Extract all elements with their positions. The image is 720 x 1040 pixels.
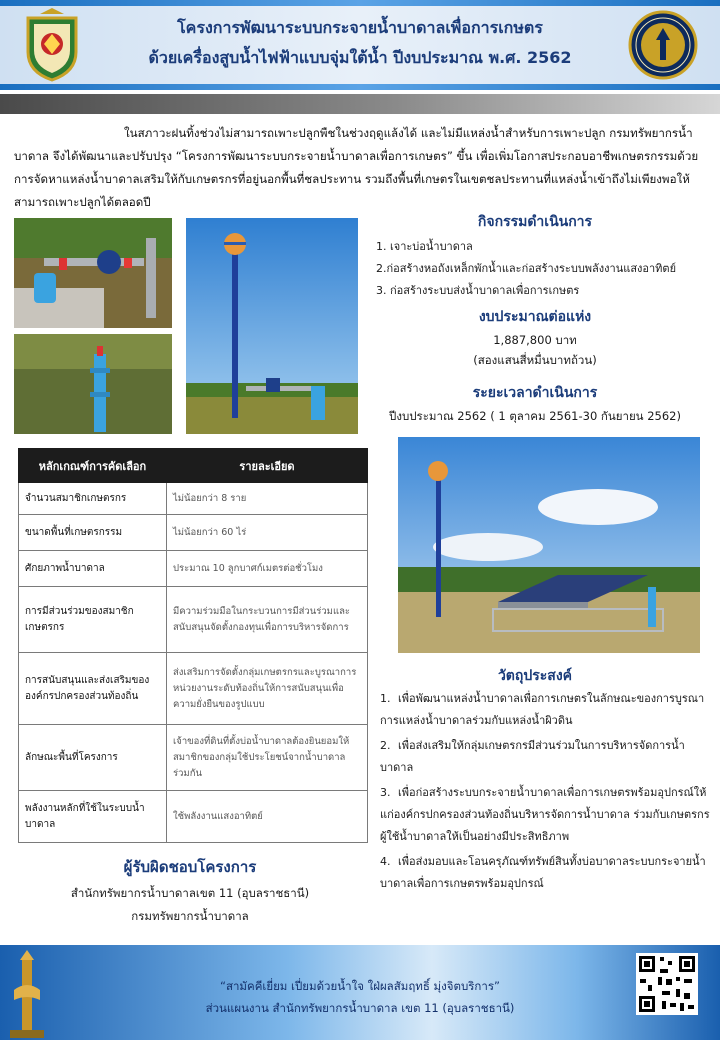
criteria-name: ลักษณะพื้นที่โครงการ — [19, 725, 167, 791]
table-row — [19, 515, 368, 551]
naga-statue-icon — [4, 950, 54, 1038]
table-row — [19, 725, 368, 791]
criteria-detail: ส่งเสริมการจัดตั้งกลุ่มเกษตรกรและบูรณาการหน่วยงานระดับท้องถิ่นให้การสนับสนุนเพื่อความยั่งยืนของรูปแบบ — [167, 653, 368, 725]
table-row — [19, 551, 368, 587]
criteria-table — [18, 448, 368, 843]
criteria-detail: ไม่น้อยกว่า 8 ราย — [167, 483, 368, 515]
page-title: โครงการพัฒนาระบบกระจายน้ำบาดาลเพื่อการเกษตร — [177, 18, 543, 37]
objectives-list — [380, 688, 710, 898]
responsible-heading: ผู้รับผิดชอบโครงการ — [123, 858, 257, 876]
criteria-name: การมีส่วนร่วมของสมาชิกเกษตรกร — [19, 587, 167, 653]
department-seal-icon — [628, 10, 698, 80]
ministry-emblem-icon — [20, 8, 84, 82]
table-row — [19, 791, 368, 843]
objective-number: 2. — [380, 739, 391, 752]
criteria-name: การสนับสนุนและส่งเสริมขององค์กรปกครองส่วนท้องถิ่น — [19, 653, 167, 725]
criteria-name: ขนาดพื้นที่เกษตรกรรม — [19, 515, 167, 551]
activities-list — [376, 236, 716, 302]
header-stripe-bottom — [0, 84, 720, 90]
activity-item: 1. เจาะบ่อน้ำบาดาล — [376, 240, 473, 253]
table-row — [19, 587, 368, 653]
intro-paragraph: ในสภาวะฝนทิ้งช่วงไม่สามารถเพาะปลูกพืชในช่วงฤดูแล้งได้ และไม่มีแหล่งน้ำสำหรับการเพาะปลูก กรมทรัพยากรน้ำบาดาล จึงได้พัฒนาและปรับปรุง “โครงการพัฒนาระบบกระจายน้ำบาดาลเพื่อการเกษตร” ขึ้น เพื่อเพิ่มโอกาสประกอบอาชีพเกษตรกรรมด้วยการจัดหาแหล่งน้ำบาดาลเสริมให้กับเกษตรกรที่อยู่นอกพื้นที่ชลประทาน รวมถึงพื้นที่เกษตรในเขตชลประทานที่แหล่งน้ำเข้าถึงไม่เพียงพอให้สามารถเพาะปลูกได้ตลอดปี — [14, 126, 699, 209]
objective-item — [380, 782, 710, 848]
duration-text: ปีงบประมาณ 2562 ( 1 ตุลาคม 2561-30 กันยายน 2562) — [389, 409, 681, 423]
objective-text: เพื่อพัฒนาแหล่งน้ำบาดาลเพื่อการเกษตรในลักษณะของการบูรณาการแหล่งน้ำบาดาลร่วมกับแหล่งน้ำผิวดิน — [380, 692, 705, 727]
objective-number: 1. — [380, 692, 391, 705]
page-subtitle: ด้วยเครื่องสูบน้ำไฟฟ้าแบบจุ่มใต้น้ำ ปีงบประมาณ พ.ศ. 2562 — [148, 48, 572, 67]
qr-code-icon[interactable] — [636, 953, 698, 1015]
objective-text: เพื่อก่อสร้างระบบกระจายน้ำบาดาลเพื่อการเกษตรพร้อมอุปกรณ์ให้แก่องค์กรปกครองส่วนท้องถิ่นบริหารจัดการน้ำบาดาล ร่วมกับเกษตรกรผู้ใช้น้ำบาดาลให้เป็นอย่างมีประสิทธิภาพ — [380, 786, 710, 843]
criteria-name: ศักยภาพน้ำบาดาล — [19, 551, 167, 587]
duration-heading: ระยะเวลาดำเนินการ — [472, 385, 598, 401]
water-meter-photo — [14, 218, 172, 328]
table-header-row — [19, 449, 368, 483]
objective-item — [380, 851, 710, 895]
objective-text: เพื่อส่งมอบและโอนครุภัณฑ์ทรัพย์สินทั้งบ่อบาดาลระบบกระจายน้ำบาดาลเพื่อการเกษตรพร้อมอุปกรณ์ — [380, 855, 706, 890]
objective-item — [380, 735, 710, 779]
objective-number: 4. — [380, 855, 391, 868]
criteria-detail: ใช้พลังงานแสงอาทิตย์ — [167, 791, 368, 843]
objective-text: เพื่อส่งเสริมให้กลุ่มเกษตรกรมีส่วนร่วมในการบริหารจัดการน้ำบาดาล — [380, 739, 685, 774]
footer-motto: “สามัคคีเยี่ยม เปี่ยมด้วยน้ำใจ ใฝ่ผลสัมฤทธิ์ มุ่งจิตบริการ” — [220, 979, 500, 993]
header-banner — [0, 0, 720, 90]
objective-item — [380, 688, 710, 732]
table-row — [19, 483, 368, 515]
responsible-office: สำนักทรัพยากรน้ำบาดาลเขต 11 (อุบลราชธานี) — [70, 886, 310, 900]
activity-item: 2.ก่อสร้างหอถังเหล็กพักน้ำและก่อสร้างระบบพลังงานแสงอาทิตย์ — [376, 262, 677, 275]
responsible-department: กรมทรัพยากรน้ำบาดาล — [131, 909, 249, 923]
header-stripe-top — [0, 0, 720, 6]
criteria-column-header: หลักเกณฑ์การคัดเลือก — [19, 449, 167, 483]
table-row — [19, 653, 368, 725]
criteria-name: พลังงานหลักที่ใช้ในระบบน้ำบาดาล — [19, 791, 167, 843]
criteria-detail: มีความร่วมมือในกระบวนการมีส่วนร่วมและสนับสนุนจัดตั้งกองทุนเพื่อการบริหารจัดการ — [167, 587, 368, 653]
criteria-detail: ประมาณ 10 ลูกบาศก์เมตรต่อชั่วโมง — [167, 551, 368, 587]
divider-band — [0, 94, 720, 114]
criteria-detail: เจ้าของที่ดินที่ตั้งบ่อน้ำบาดาลต้องยินยอมให้สมาชิกของกลุ่มใช้ประโยชน์จากน้ำบาดาลร่วมกัน — [167, 725, 368, 791]
detail-column-header: รายละเอียด — [167, 449, 368, 483]
budget-amount-words: (สองแสนสี่หมื่นบาทถ้วน) — [473, 353, 597, 367]
water-pipe-photo — [14, 334, 172, 434]
activities-heading: กิจกรรมดำเนินการ — [477, 214, 593, 230]
criteria-name: จำนวนสมาชิกเกษตรกร — [19, 483, 167, 515]
water-tower-photo — [186, 218, 358, 434]
budget-heading: งบประมาณต่อแห่ง — [478, 309, 592, 325]
footer-organization: ส่วนแผนงาน สำนักทรัพยากรน้ำบาดาล เขต 11 (อุบลราชธานี) — [205, 1001, 515, 1015]
criteria-detail: ไม่น้อยกว่า 60 ไร่ — [167, 515, 368, 551]
objective-number: 3. — [380, 786, 391, 799]
activity-item: 3. ก่อสร้างระบบส่งน้ำบาดาลเพื่อการเกษตร — [376, 284, 580, 297]
budget-amount: 1,887,800 บาท — [493, 333, 577, 347]
objectives-heading: วัตถุประสงค์ — [497, 668, 573, 684]
solar-panel-photo — [398, 437, 700, 653]
